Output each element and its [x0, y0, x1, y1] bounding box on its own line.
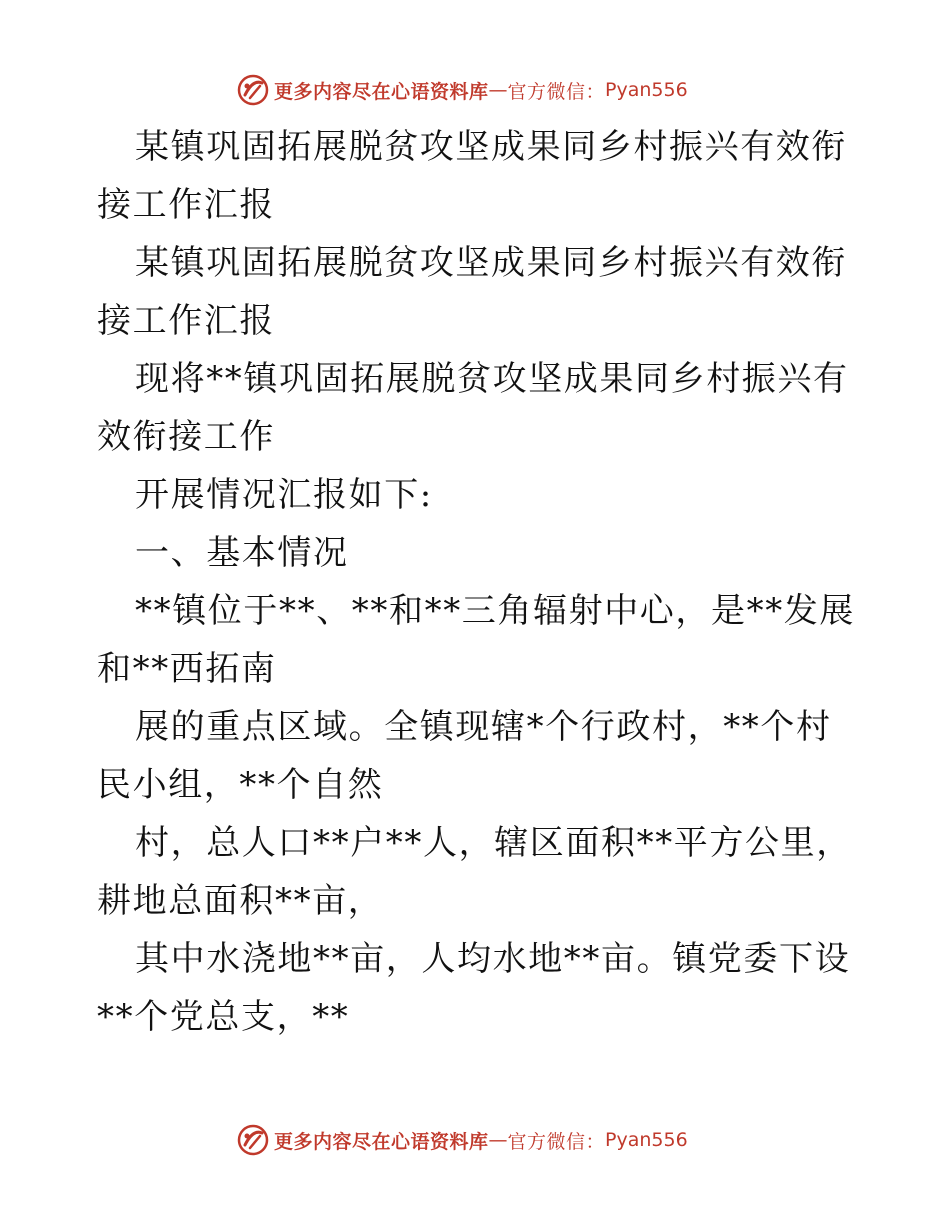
- logo-icon: [236, 73, 270, 107]
- section-heading-basic-situation: 一、基本情况: [135, 533, 349, 573]
- watermark-dash: —: [488, 1129, 508, 1151]
- watermark-wechat-label: 官方微信：: [507, 80, 606, 103]
- header-watermark: [236, 72, 688, 108]
- document-body: [97, 118, 857, 1046]
- watermark-text: 更多内容尽在心语资料库: [274, 80, 489, 103]
- paragraph-irrigation: 其中水浇地**亩，人均水地**亩。镇党委下设**个党总支，**: [97, 939, 851, 1037]
- watermark-wechat-label: 官方微信：: [507, 1130, 606, 1153]
- doc-title-repeat: 某镇巩固拓展脱贫攻坚成果同乡村振兴有效衔接工作汇报: [97, 243, 847, 341]
- doc-intro: 现将**镇巩固拓展脱贫攻坚成果同乡村振兴有效衔接工作: [97, 359, 849, 457]
- watermark-text: 更多内容尽在心语资料库: [274, 1130, 489, 1153]
- doc-intro-continued: 开展情况汇报如下:: [135, 475, 433, 515]
- paragraph-location: **镇位于**、**和**三角辐射中心，是**发展和**西拓南: [97, 591, 855, 689]
- logo-icon: [236, 1123, 270, 1157]
- paragraph-population: 村，总人口**户**人，辖区面积**平方公里，耕地总面积**亩，: [97, 823, 852, 921]
- footer-watermark: [236, 1122, 688, 1158]
- doc-title: 某镇巩固拓展脱贫攻坚成果同乡村振兴有效衔接工作汇报: [97, 127, 847, 225]
- paragraph-jurisdiction: 展的重点区域。全镇现辖*个行政村，**个村民小组，**个自然: [97, 707, 832, 805]
- watermark-wechat-id: Pyan556: [605, 1129, 688, 1151]
- watermark-dash: —: [488, 79, 508, 101]
- watermark-wechat-id: Pyan556: [605, 79, 688, 101]
